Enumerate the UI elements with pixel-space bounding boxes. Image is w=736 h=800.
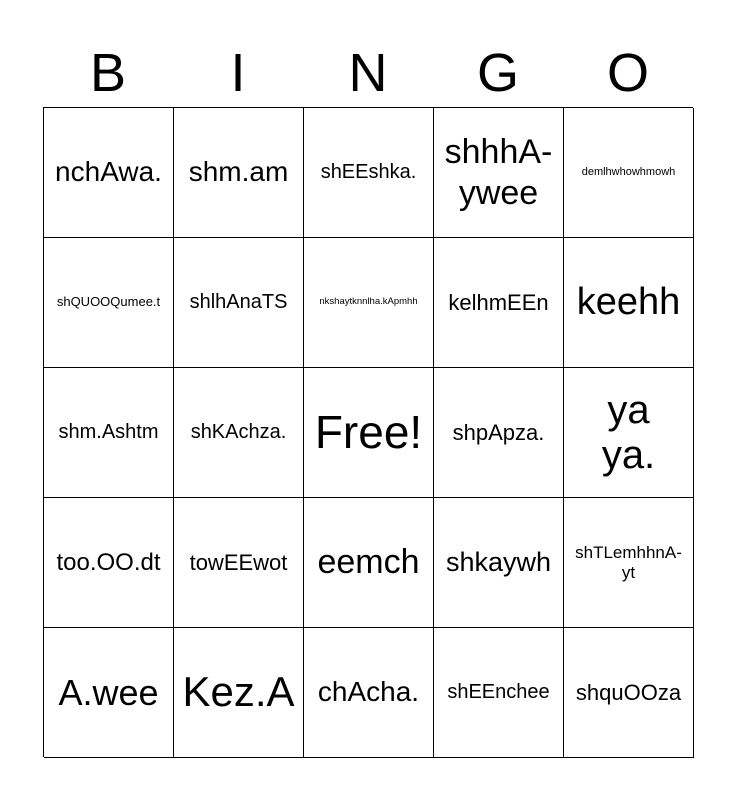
cell-label: ya ya. [601,387,656,477]
header-letter-o: O [606,43,649,103]
cell-label: eemch [317,543,420,582]
header-letter-b: B [89,43,127,103]
cell-label: too.OO.dt [56,548,161,576]
cell-label: shTLemhhnA-yt [575,542,682,582]
bingo-cell[interactable] [304,238,434,368]
bingo-cell[interactable] [564,368,694,498]
bingo-cell[interactable] [304,628,434,758]
cell-label: kelhmEEn [448,289,549,315]
bingo-cell[interactable] [434,498,564,628]
bingo-cell[interactable] [564,238,694,368]
bingo-cell[interactable] [564,628,694,758]
cell-label: shkaywh [445,546,552,577]
cell-label: demlhwhowhmowh [581,166,676,179]
bingo-cell[interactable] [44,628,174,758]
cell-label: shm.Ashtm [58,421,159,443]
cell-label: nchAwa. [55,156,162,188]
cell-label: shpApza. [452,419,545,445]
cell-label: shEEnchee [447,681,550,703]
cell-label: shEEshka. [320,161,417,183]
cell-label: shm.am [188,156,289,188]
bingo-cell[interactable] [44,108,174,238]
bingo-cell[interactable] [434,628,564,758]
cell-label: shKAchza. [190,421,287,443]
bingo-cell[interactable] [564,108,694,238]
bingo-cell[interactable] [44,498,174,628]
bingo-cell[interactable] [44,238,174,368]
bingo-cell[interactable] [174,238,304,368]
cell-label: shhhA-ywee [444,133,553,212]
header-letter-g: G [476,43,519,103]
bingo-cell[interactable] [564,498,694,628]
bingo-header [43,40,693,106]
bingo-cell[interactable] [434,368,564,498]
cell-label: Kez.A [182,668,295,716]
cell-label: shquOOza [575,679,682,705]
header-letter-i: I [230,43,246,103]
header-letter-n: N [348,43,388,103]
bingo-cell[interactable] [174,498,304,628]
bingo-cell[interactable] [434,108,564,238]
bingo-cell[interactable] [304,108,434,238]
cell-label: chAcha. [317,676,420,708]
cell-label: A.wee [58,671,159,713]
cell-label: towEEwot [189,549,288,575]
bingo-cell[interactable] [304,498,434,628]
bingo-cell[interactable] [44,368,174,498]
free-space-label: Free! [314,406,423,459]
bingo-cell[interactable] [174,368,304,498]
bingo-cell[interactable] [434,238,564,368]
cell-label: shlhAnaTS [189,291,288,313]
cell-label: shQUOOQumee.t [56,294,161,310]
bingo-board [43,107,693,757]
cell-label: nkshaytknnlha.kApmhh [319,296,418,308]
free-space-cell[interactable] [304,368,434,498]
bingo-cell[interactable] [174,108,304,238]
bingo-cell[interactable] [174,628,304,758]
cell-label: keehh [576,280,681,323]
